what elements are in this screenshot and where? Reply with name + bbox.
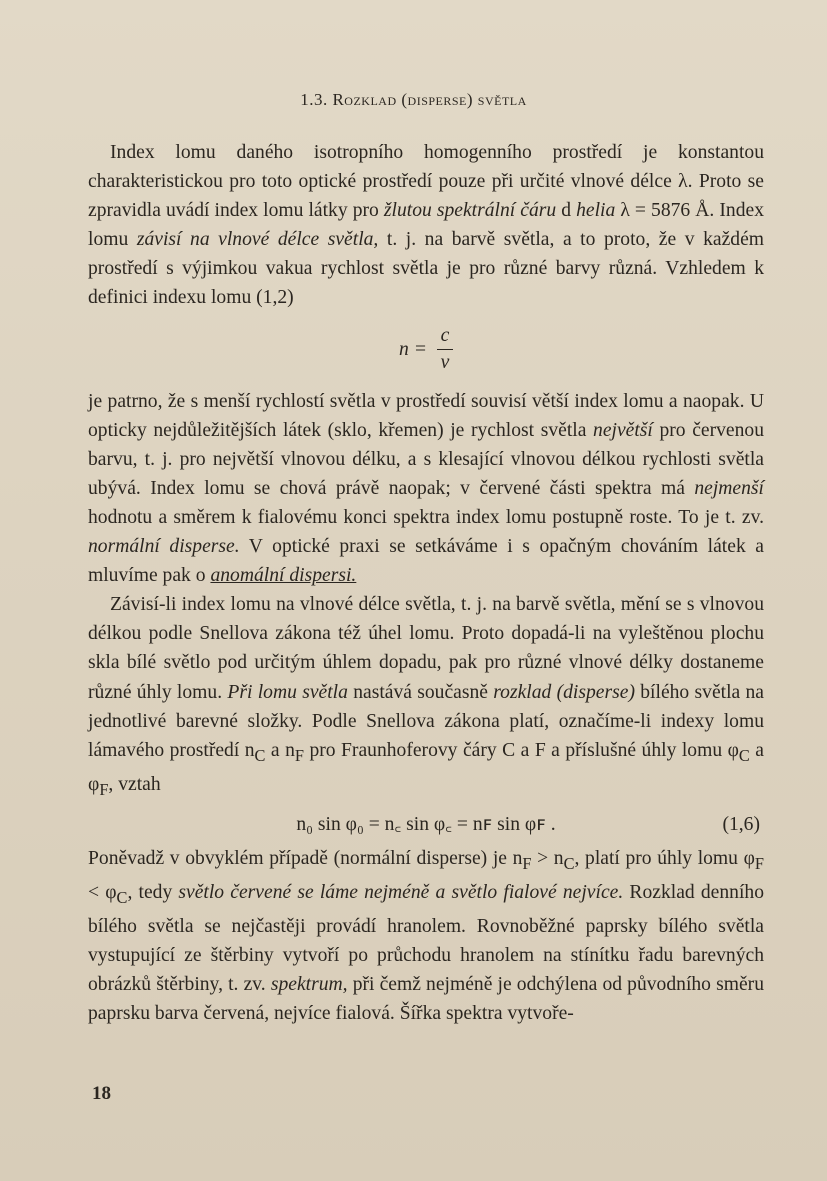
paragraph-3: Závisí-li index lomu na vlnové délce světla, t. j. na barvě světla, mění se s vlnovou délkou podle Snellova zákona též úhel lomu. Proto dopadá-li na vyleštěnou plochu skla bílé světlo pod určitým úhlem dopadu, pak pro různé vlnové délky dostaneme různé úhly lomu. Při lomu světla nastává současně rozklad (disperse) bílého světla na jednotlivé barevné složky. Podle Snellova zákona platí, označíme-li indexy lomu lámavého prostředí $n_C$ a $n_F$ pro Fraunhoferovy čáry C a F a příslušné úhly lomu $\varphi_C$ a $\varphi_F$, vztah	[88, 594, 765, 799]
page-number: 18	[92, 1083, 111, 1104]
paragraph-1: Index lomu daného isotropního homogenního prostředí je konstantou charakteristickou pro toto optické prostředí pouze při určité vlnové délce λ. Proto se zpravidla uvádí index lomu látky pro žlutou spektrální čáru d helia λ = 5876 Å. Index lomu závisí na vlnové délce světla, t. j. na barvě světla, a to proto, že v každém prostředí s výjimkou vakua rychlost světla je pro různé barvy různá. Vzhledem k definici indexu lomu (1,2)	[88, 142, 765, 309]
equation-number: (1,6)	[722, 813, 760, 835]
section-number: 1.3.	[300, 90, 328, 109]
formula-snell-text: n₀ sin φ₀ = n꜀ sin φ꜀ = nꜰ sin φꜰ .	[296, 813, 556, 835]
body-text	[88, 138, 764, 1028]
paragraph-4: Poněvadž v obvyklém případě (normální disperse) je $n_F > n_C$, platí pro úhly lomu $\varphi_F < \varphi_C$, tedy světlo červené se láme nejméně a světlo fialové nejvíce. Rozklad denního bílého světla se nejčastěji provádí hranolem. Rovnoběžné paprsky bílého světla vystupující ze štěrbiny vytvoří po průchodu hranolem na stínítku řadu barevných obrázků štěrbiny, t. zv. spektrum, při čemž nejméně je odchýlena od původního směru paprsku barva červená, nejvíce fialová. Šířka spektra vytvoře-	[88, 847, 764, 1024]
section-heading	[0, 90, 827, 110]
section-title: Rozklad (disperse) světla	[332, 90, 527, 109]
fraction: $\frac{c}{v}$	[437, 326, 453, 373]
paragraph-2: je patrno, že s menší rychlostí světla v prostředí souvisí větší index lomu a naopak. U opticky nejdůležitějších látek (sklo, křemen) je rychlost světla největší pro červenou barvu, t. j. pro největší vlnovou délku, a s klesající vlnovou délkou rychlosti světla ubývá. Index lomu se chová právě naopak; v červené části spektra má nejmenší hodnotu a směrem k fialovému konci spektra index lomu postupně roste. To je t. zv. normální disperse. V optické praxi se setkáváme i s opačným chováním látek a mluvíme pak o anomální dispersi.	[88, 390, 764, 587]
formula-snell	[88, 804, 764, 844]
formula-index-definition: n = $\frac{c}{v}$	[88, 313, 764, 387]
